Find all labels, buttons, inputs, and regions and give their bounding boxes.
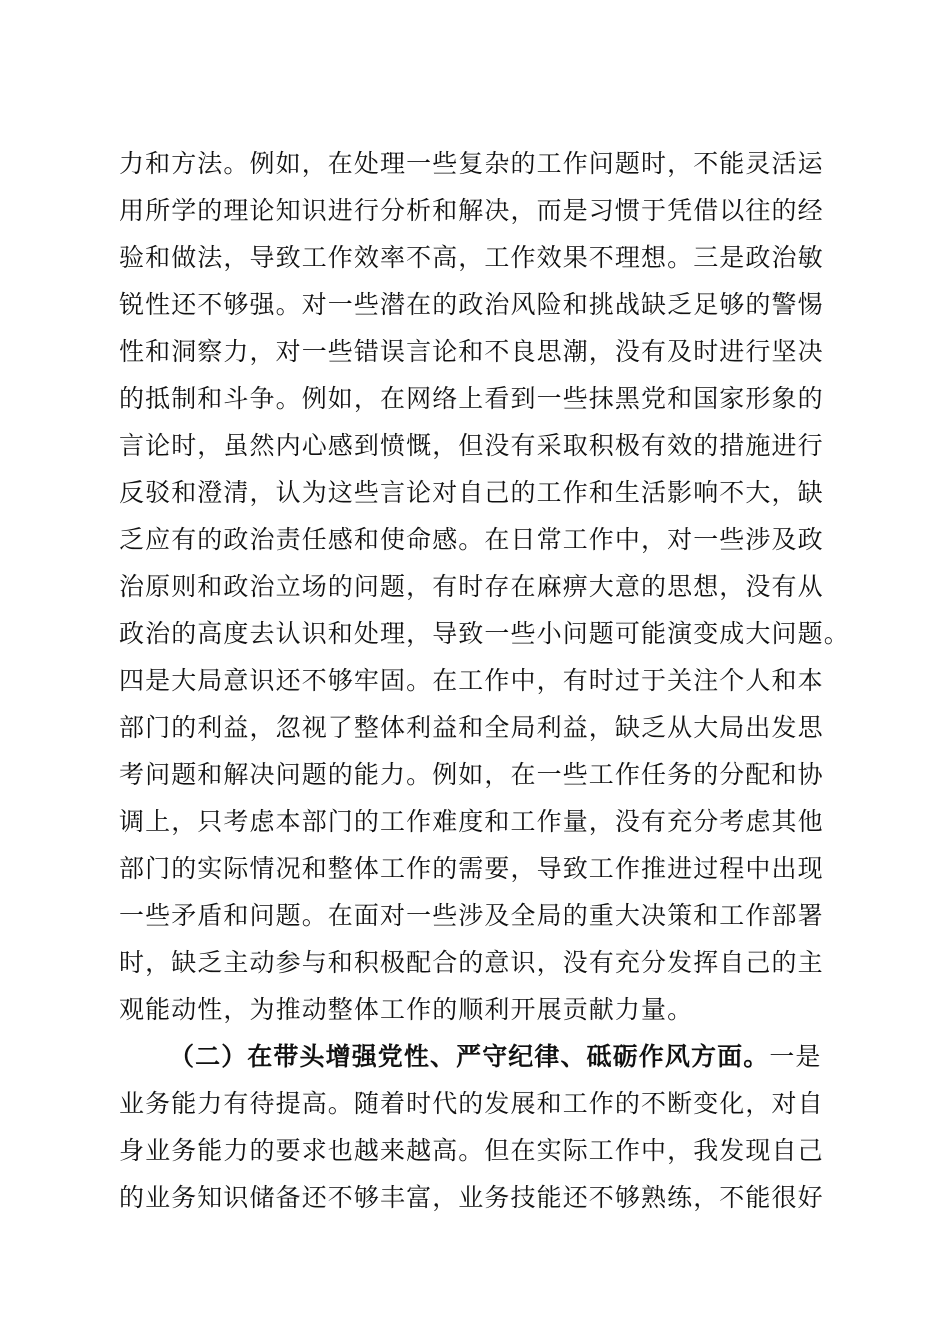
- section-heading-tail: 一是: [769, 1042, 822, 1071]
- text-line: 部门的利益，忽视了整体利益和全局利益，缺乏从大局出发思: [119, 713, 824, 742]
- text-line: 部门的实际情况和整体工作的需要，导致工作推进过程中出现: [119, 854, 824, 883]
- text-line: 反驳和澄清，认为这些言论对自己的工作和生活影响不大，缺: [119, 478, 824, 507]
- text-line: 的抵制和斗争。例如，在网络上看到一些抹黑党和国家形象的: [119, 384, 824, 413]
- body-text: [119, 140, 850, 1221]
- text-line: 身业务能力的要求也越来越高。但在实际工作中，我发现自己: [119, 1136, 824, 1165]
- text-line: 观能动性，为推动整体工作的顺利开展贡献力量。: [119, 995, 694, 1024]
- text-line: 考问题和解决问题的能力。例如，在一些工作任务的分配和协: [119, 760, 824, 789]
- text-line: 一些矛盾和问题。在面对一些涉及全局的重大决策和工作部署: [119, 901, 824, 930]
- text-line: 调上，只考虑本部门的工作难度和工作量，没有充分考虑其他: [119, 807, 824, 836]
- text-line: 时，缺乏主动参与和积极配合的意识，没有充分发挥自己的主: [119, 948, 824, 977]
- text-line: 治原则和政治立场的问题，有时存在麻痹大意的思想，没有从: [119, 572, 824, 601]
- text-line: 用所学的理论知识进行分析和解决，而是习惯于凭借以往的经: [119, 196, 824, 225]
- text-line: 锐性还不够强。对一些潜在的政治风险和挑战缺乏足够的警惕: [119, 290, 824, 319]
- text-line: 言论时，虽然内心感到愤慨，但没有采取积极有效的措施进行: [119, 431, 824, 460]
- text-line: 政治的高度去认识和处理，导致一些小问题可能演变成大问题。: [119, 619, 850, 648]
- text-line: 性和洞察力，对一些错误言论和不良思潮，没有及时进行坚决: [119, 337, 824, 366]
- text-line: 四是大局意识还不够牢固。在工作中，有时过于关注个人和本: [119, 666, 824, 695]
- section-heading: （二）在带头增强党性、严守纪律、砥砺作风方面。: [169, 1042, 770, 1071]
- text-line: 力和方法。例如，在处理一些复杂的工作问题时，不能灵活运: [119, 149, 824, 178]
- text-line: 乏应有的政治责任感和使命感。在日常工作中，对一些涉及政: [119, 525, 824, 554]
- section-heading-line: [119, 1033, 839, 1080]
- text-line: 业务能力有待提高。随着时代的发展和工作的不断变化，对自: [119, 1089, 824, 1118]
- text-line: 验和做法，导致工作效率不高，工作效果不理想。三是政治敏: [119, 243, 824, 272]
- text-line: 的业务知识储备还不够丰富，业务技能还不够熟练，不能很好: [119, 1183, 824, 1212]
